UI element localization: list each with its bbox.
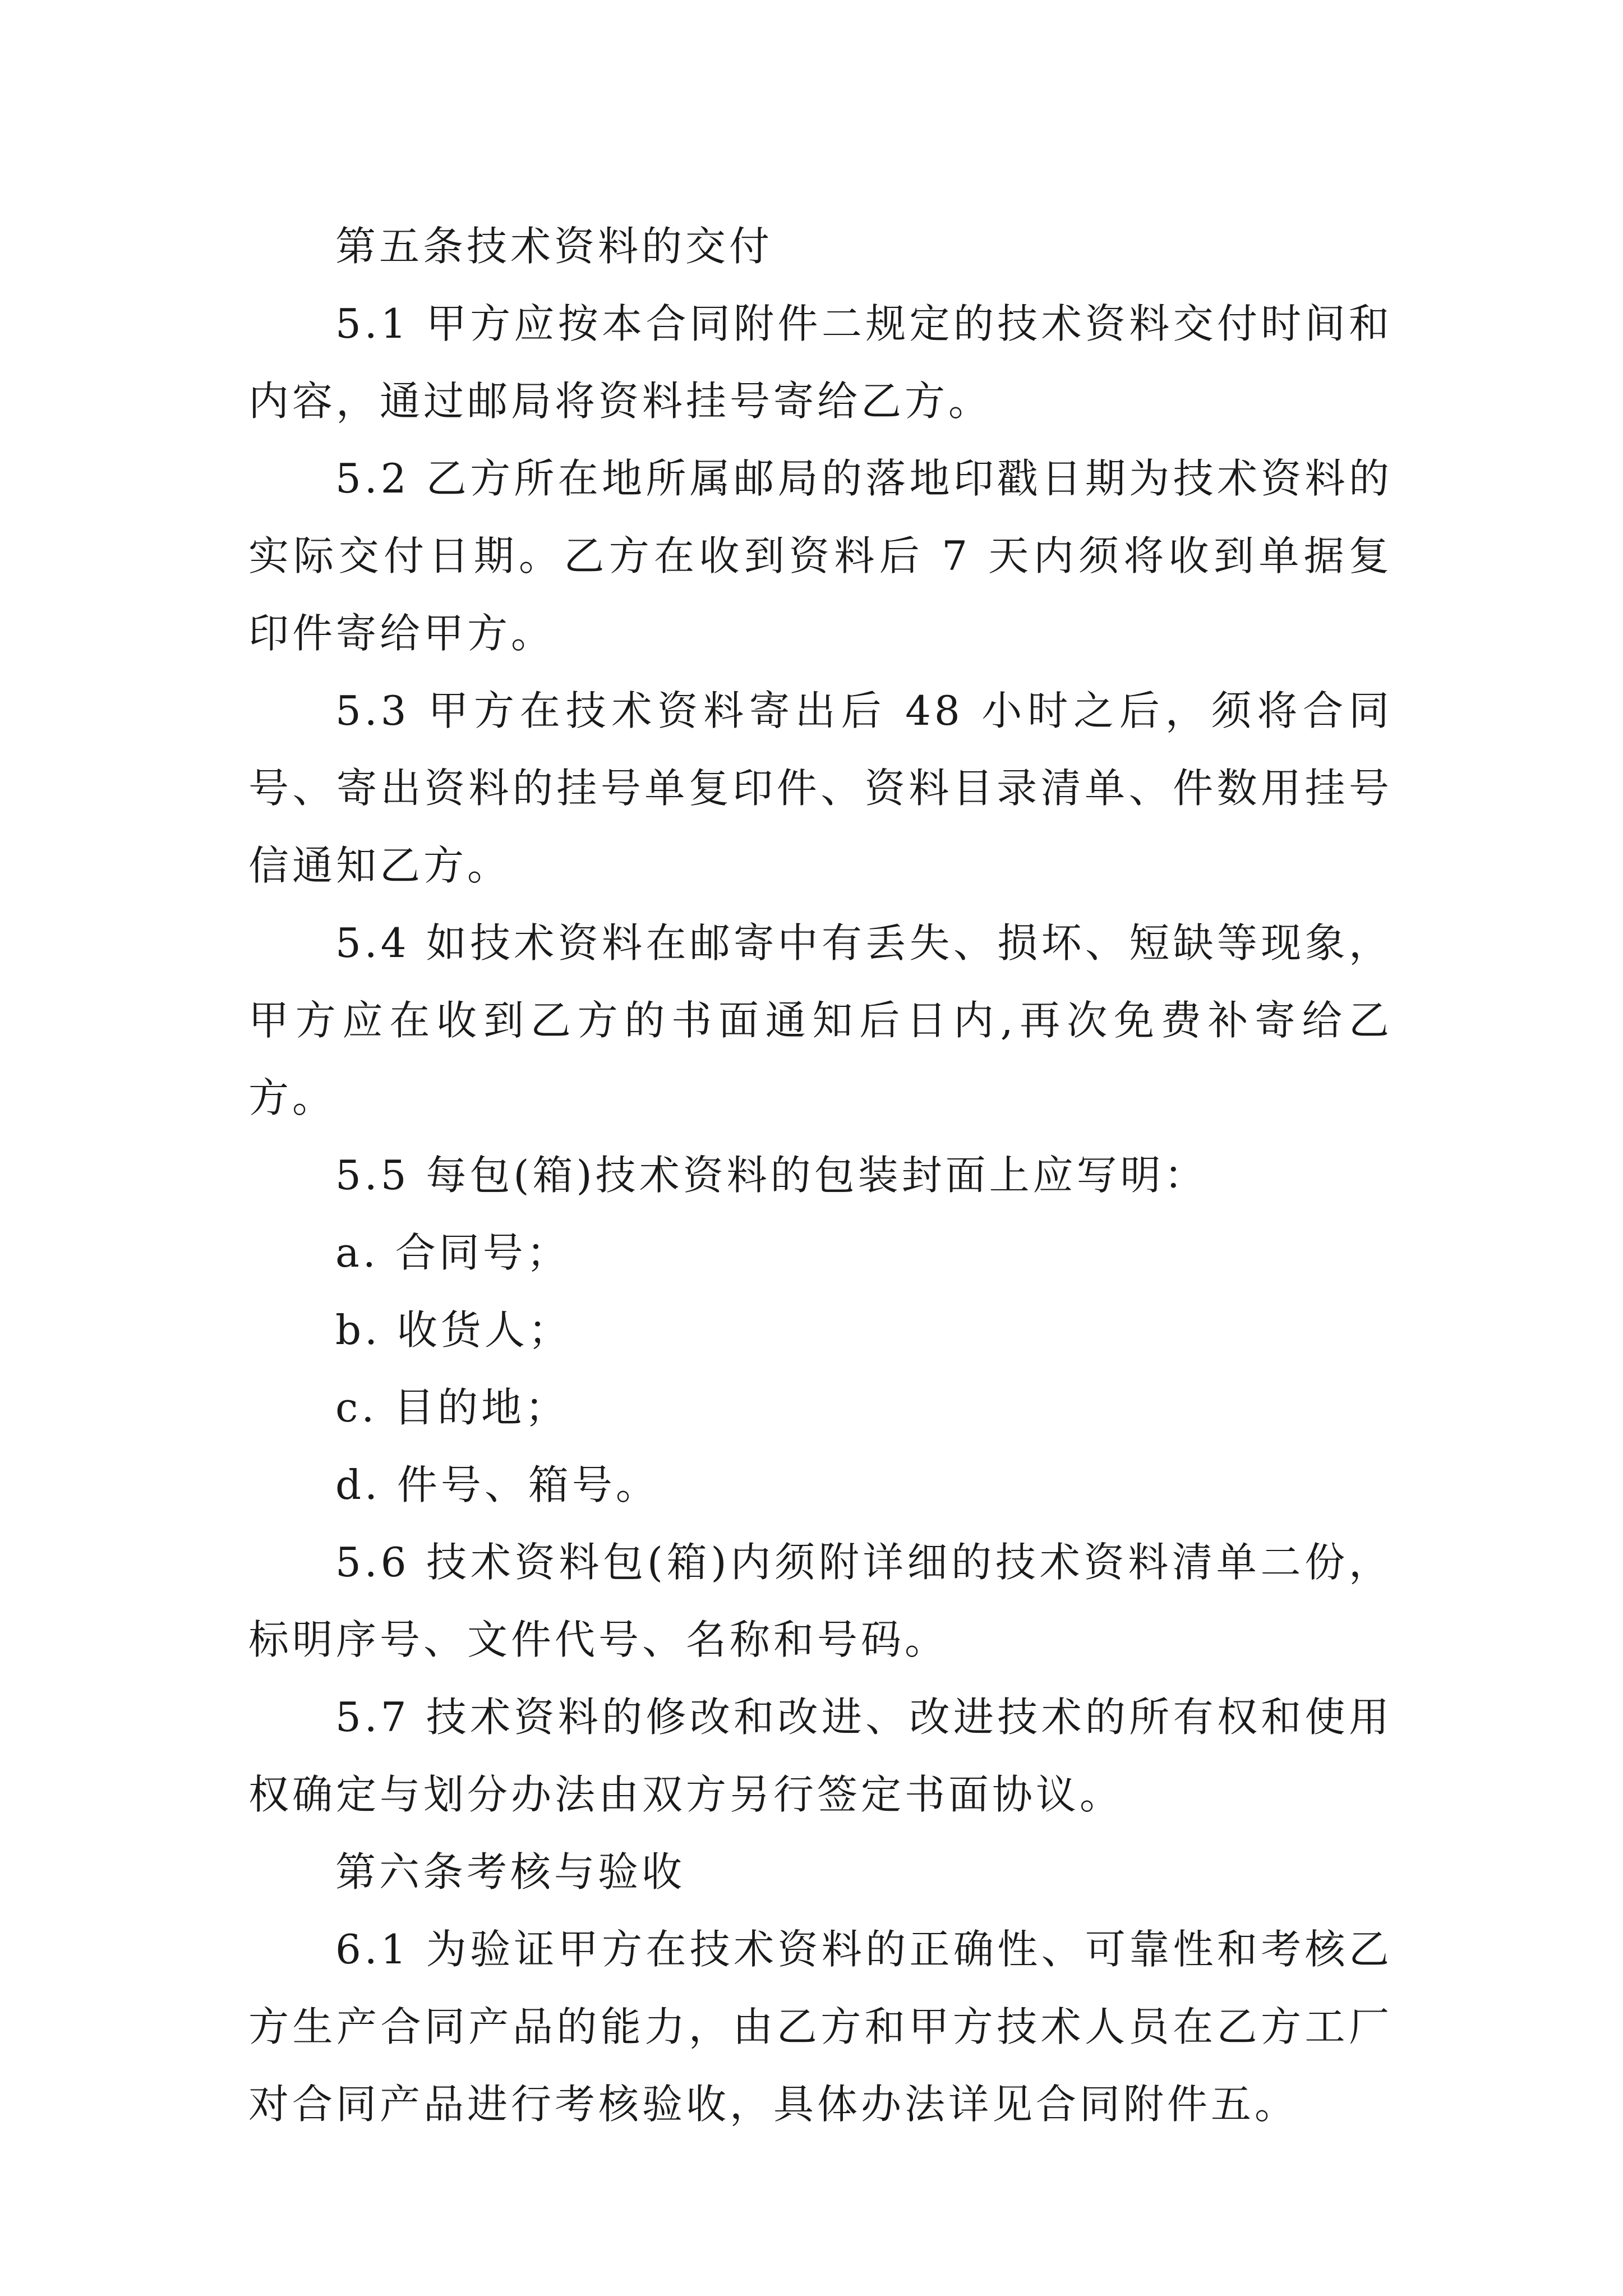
- clause-5-7: 5.7 技术资料的修改和改进、改进技术的所有权和使用权确定与划分办法由双方另行签定书面协议。: [248, 1694, 1393, 1818]
- clause-5-5-item-a: a. 合同号；: [335, 1229, 570, 1276]
- clause-5-4: 5.4 如技术资料在邮寄中有丢失、损坏、短缺等现象，甲方应在收到乙方的书面通知后日内,再次免费补寄给乙方。: [248, 919, 1393, 1121]
- clause-5-5-item-b: b. 收货人；: [335, 1306, 572, 1354]
- article-5-heading: 第五条技术资料的交付: [335, 223, 773, 270]
- article-6-heading: 第六条考核与验收: [335, 1848, 686, 1895]
- clause-5-2: 5.2 乙方所在地所属邮局的落地印戳日期为技术资料的实际交付日期。乙方在收到资料后 7 天内须将收到单据复印件寄给甲方。: [248, 455, 1393, 657]
- clause-6-1: 6.1 为验证甲方在技术资料的正确性、可靠性和考核乙方生产合同产品的能力，由乙方和甲方技术人员在乙方工厂对合同产品进行考核验收，具体办法详见合同附件五。: [248, 1926, 1393, 2128]
- clause-5-5-item-d: d. 件号、箱号。: [335, 1461, 660, 1508]
- document-body: [248, 208, 1393, 2143]
- clause-5-5: 5.5 每包(箱)技术资料的包装封面上应写明：: [335, 1152, 1208, 1199]
- clause-5-1: 5.1 甲方应按本合同附件二规定的技术资料交付时间和内容，通过邮局将资料挂号寄给乙方。: [248, 300, 1393, 425]
- clause-5-3: 5.3 甲方在技术资料寄出后 48 小时之后，须将合同号、寄出资料的挂号单复印件、资料目录清单、件数用挂号信通知乙方。: [248, 687, 1393, 889]
- clause-5-6: 5.6 技术资料包(箱)内须附详细的技术资料清单二份，标明序号、文件代号、名称和号码。: [248, 1539, 1393, 1663]
- clause-5-5-item-c: c. 目的地；: [335, 1384, 569, 1431]
